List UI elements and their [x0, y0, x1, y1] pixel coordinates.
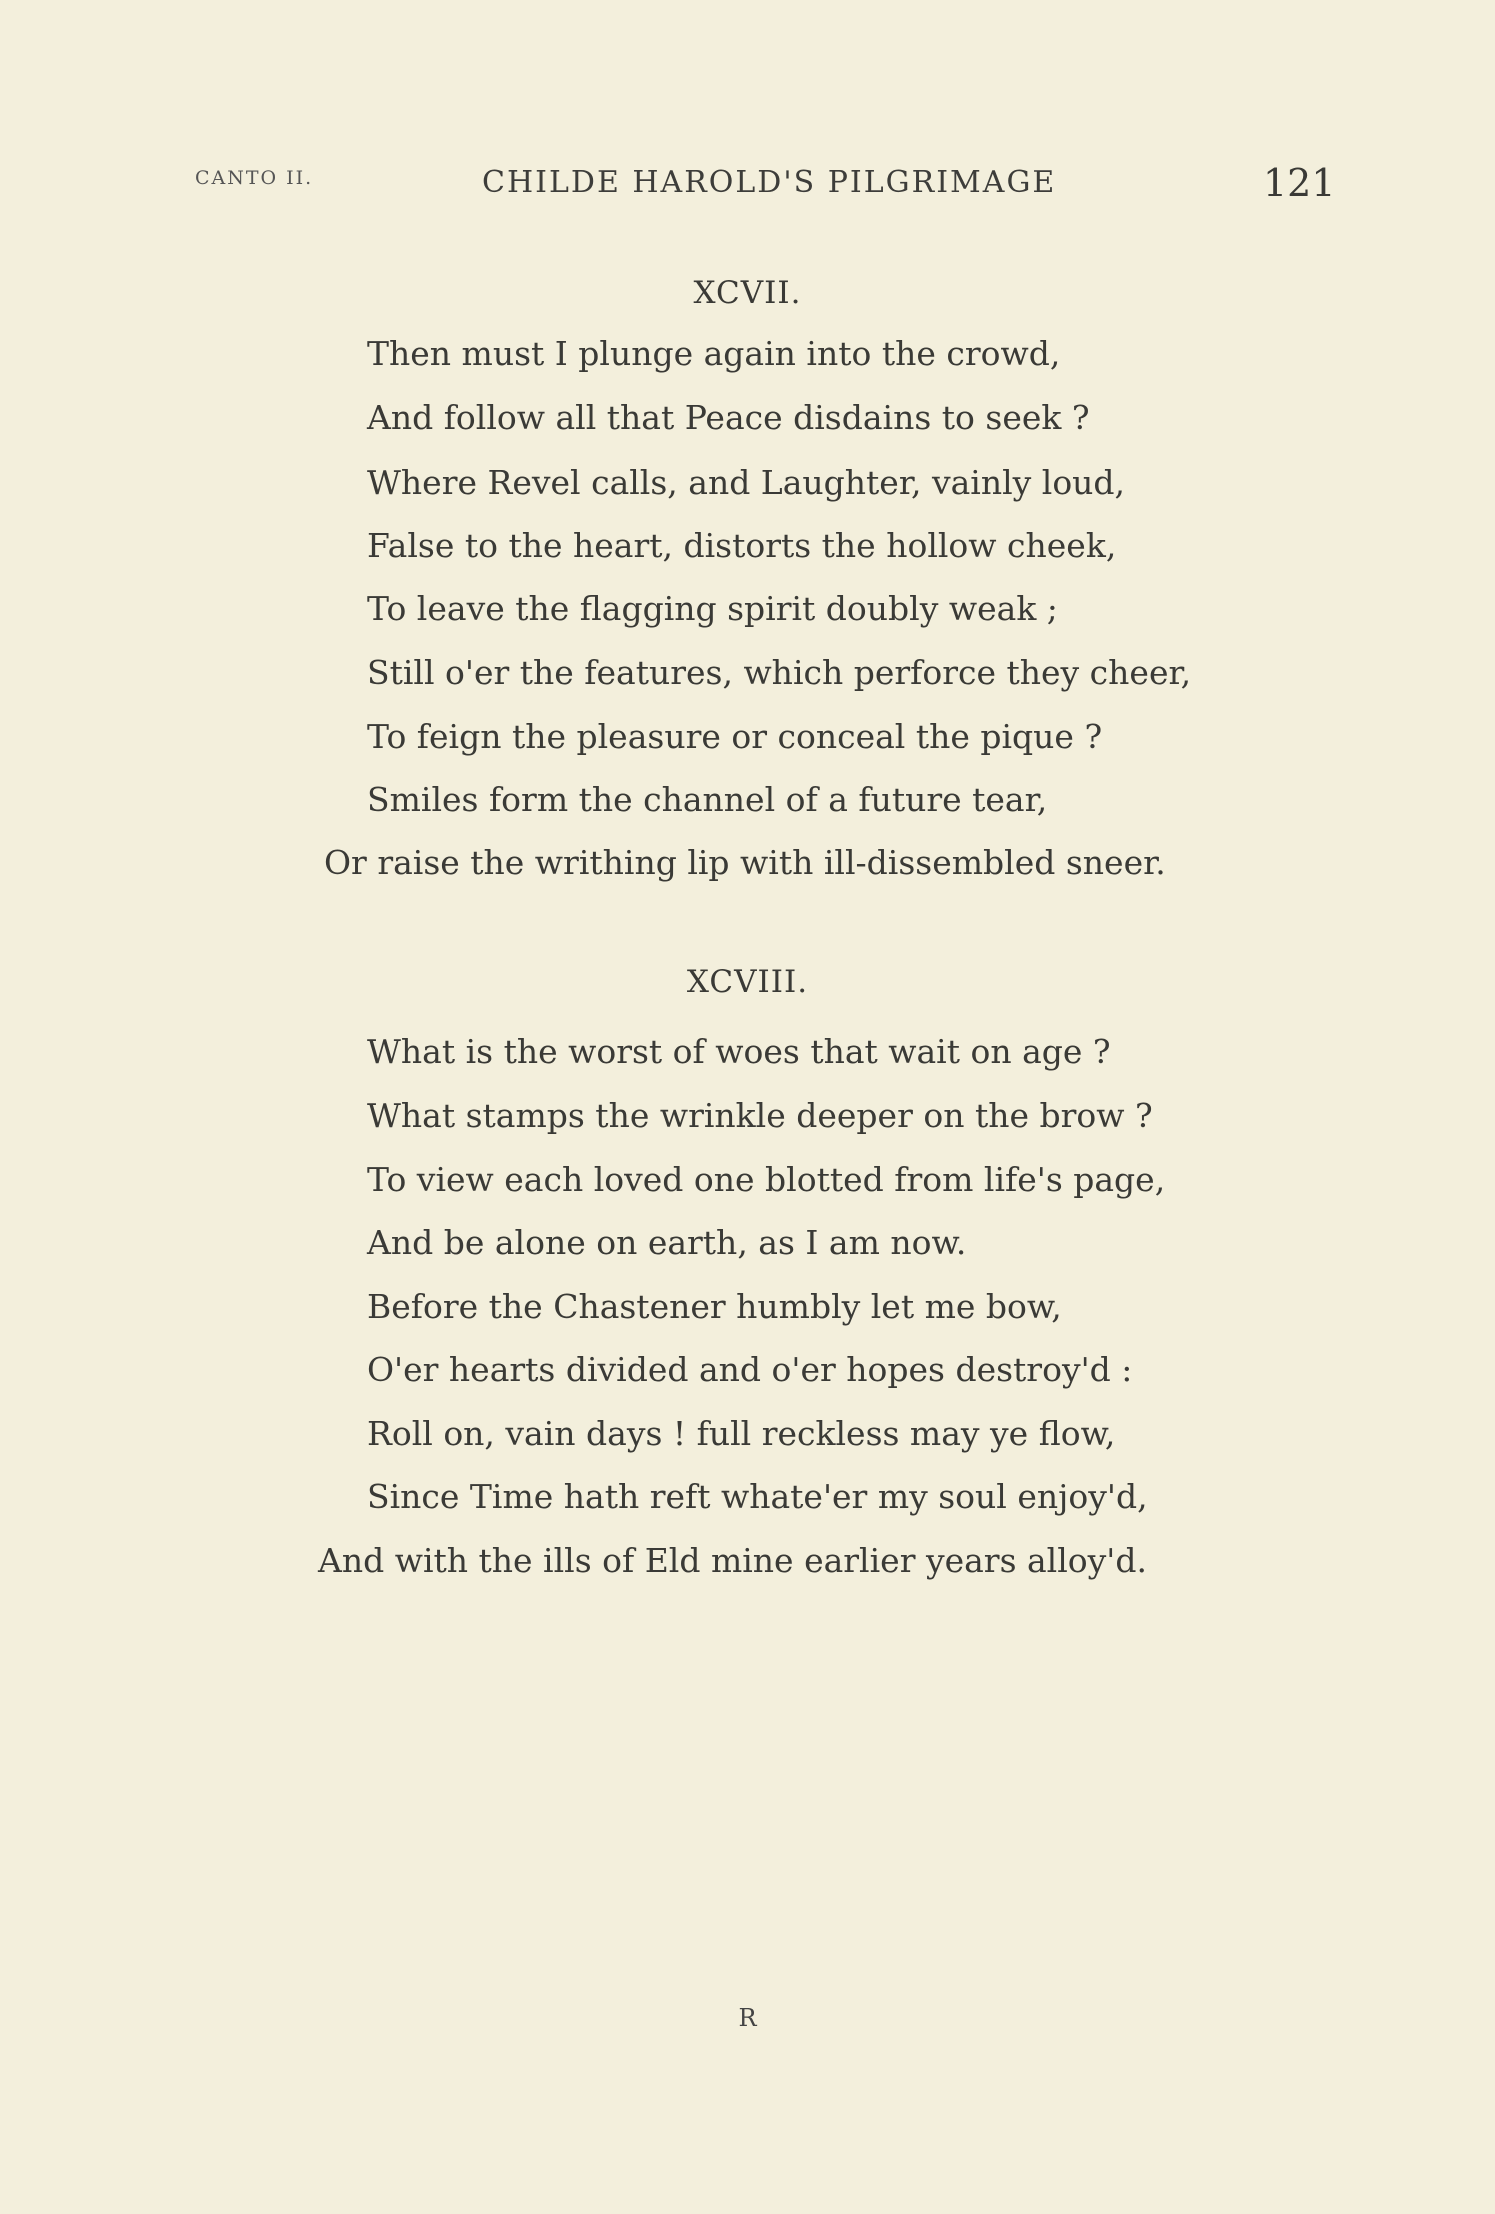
verse-line: To leave the flagging spirit doubly weak ; [367, 589, 1058, 628]
running-header [0, 161, 1495, 215]
verse-line: What stamps the wrinkle deeper on the brow ? [367, 1096, 1153, 1135]
stanza-number: XCVII. [693, 275, 802, 311]
verse-line: Then must I plunge again into the crowd, [367, 334, 1061, 373]
signature-mark: R [738, 2004, 757, 2032]
verse-line: What is the worst of woes that wait on age ? [367, 1032, 1111, 1071]
verse-line: To feign the pleasure or conceal the pique ? [367, 717, 1103, 756]
verse-line: Still o'er the features, which perforce they cheer, [367, 653, 1192, 692]
verse-line: False to the heart, distorts the hollow cheek, [367, 526, 1117, 565]
page-number: 121 [1263, 161, 1336, 205]
verse-line: Where Revel calls, and Laughter, vainly loud, [367, 463, 1126, 502]
verse-line: Smiles form the channel of a future tear, [367, 780, 1048, 819]
verse-line: Or raise the writhing lip with ill-dissembled sneer. [324, 843, 1166, 882]
verse-line: Before the Chastener humbly let me bow, [367, 1287, 1062, 1326]
verse-line: Roll on, vain days ! full reckless may ye flow, [367, 1414, 1116, 1453]
verse-line: And be alone on earth, as I am now. [367, 1223, 967, 1262]
verse-line: Since Time hath reft whate'er my soul enjoy'd, [367, 1477, 1148, 1516]
verse-line: To view each loved one blotted from life's page, [367, 1160, 1166, 1199]
canto-label: CANTO II. [195, 167, 314, 189]
running-title: CHILDE HAROLD'S PILGRIMAGE [482, 165, 1057, 200]
verse-line: And follow all that Peace disdains to seek ? [367, 398, 1090, 437]
stanza-number: XCVIII. [686, 964, 809, 1000]
verse-line: O'er hearts divided and o'er hopes destroy'd : [367, 1350, 1133, 1389]
verse-line: And with the ills of Eld mine earlier years alloy'd. [318, 1541, 1147, 1580]
